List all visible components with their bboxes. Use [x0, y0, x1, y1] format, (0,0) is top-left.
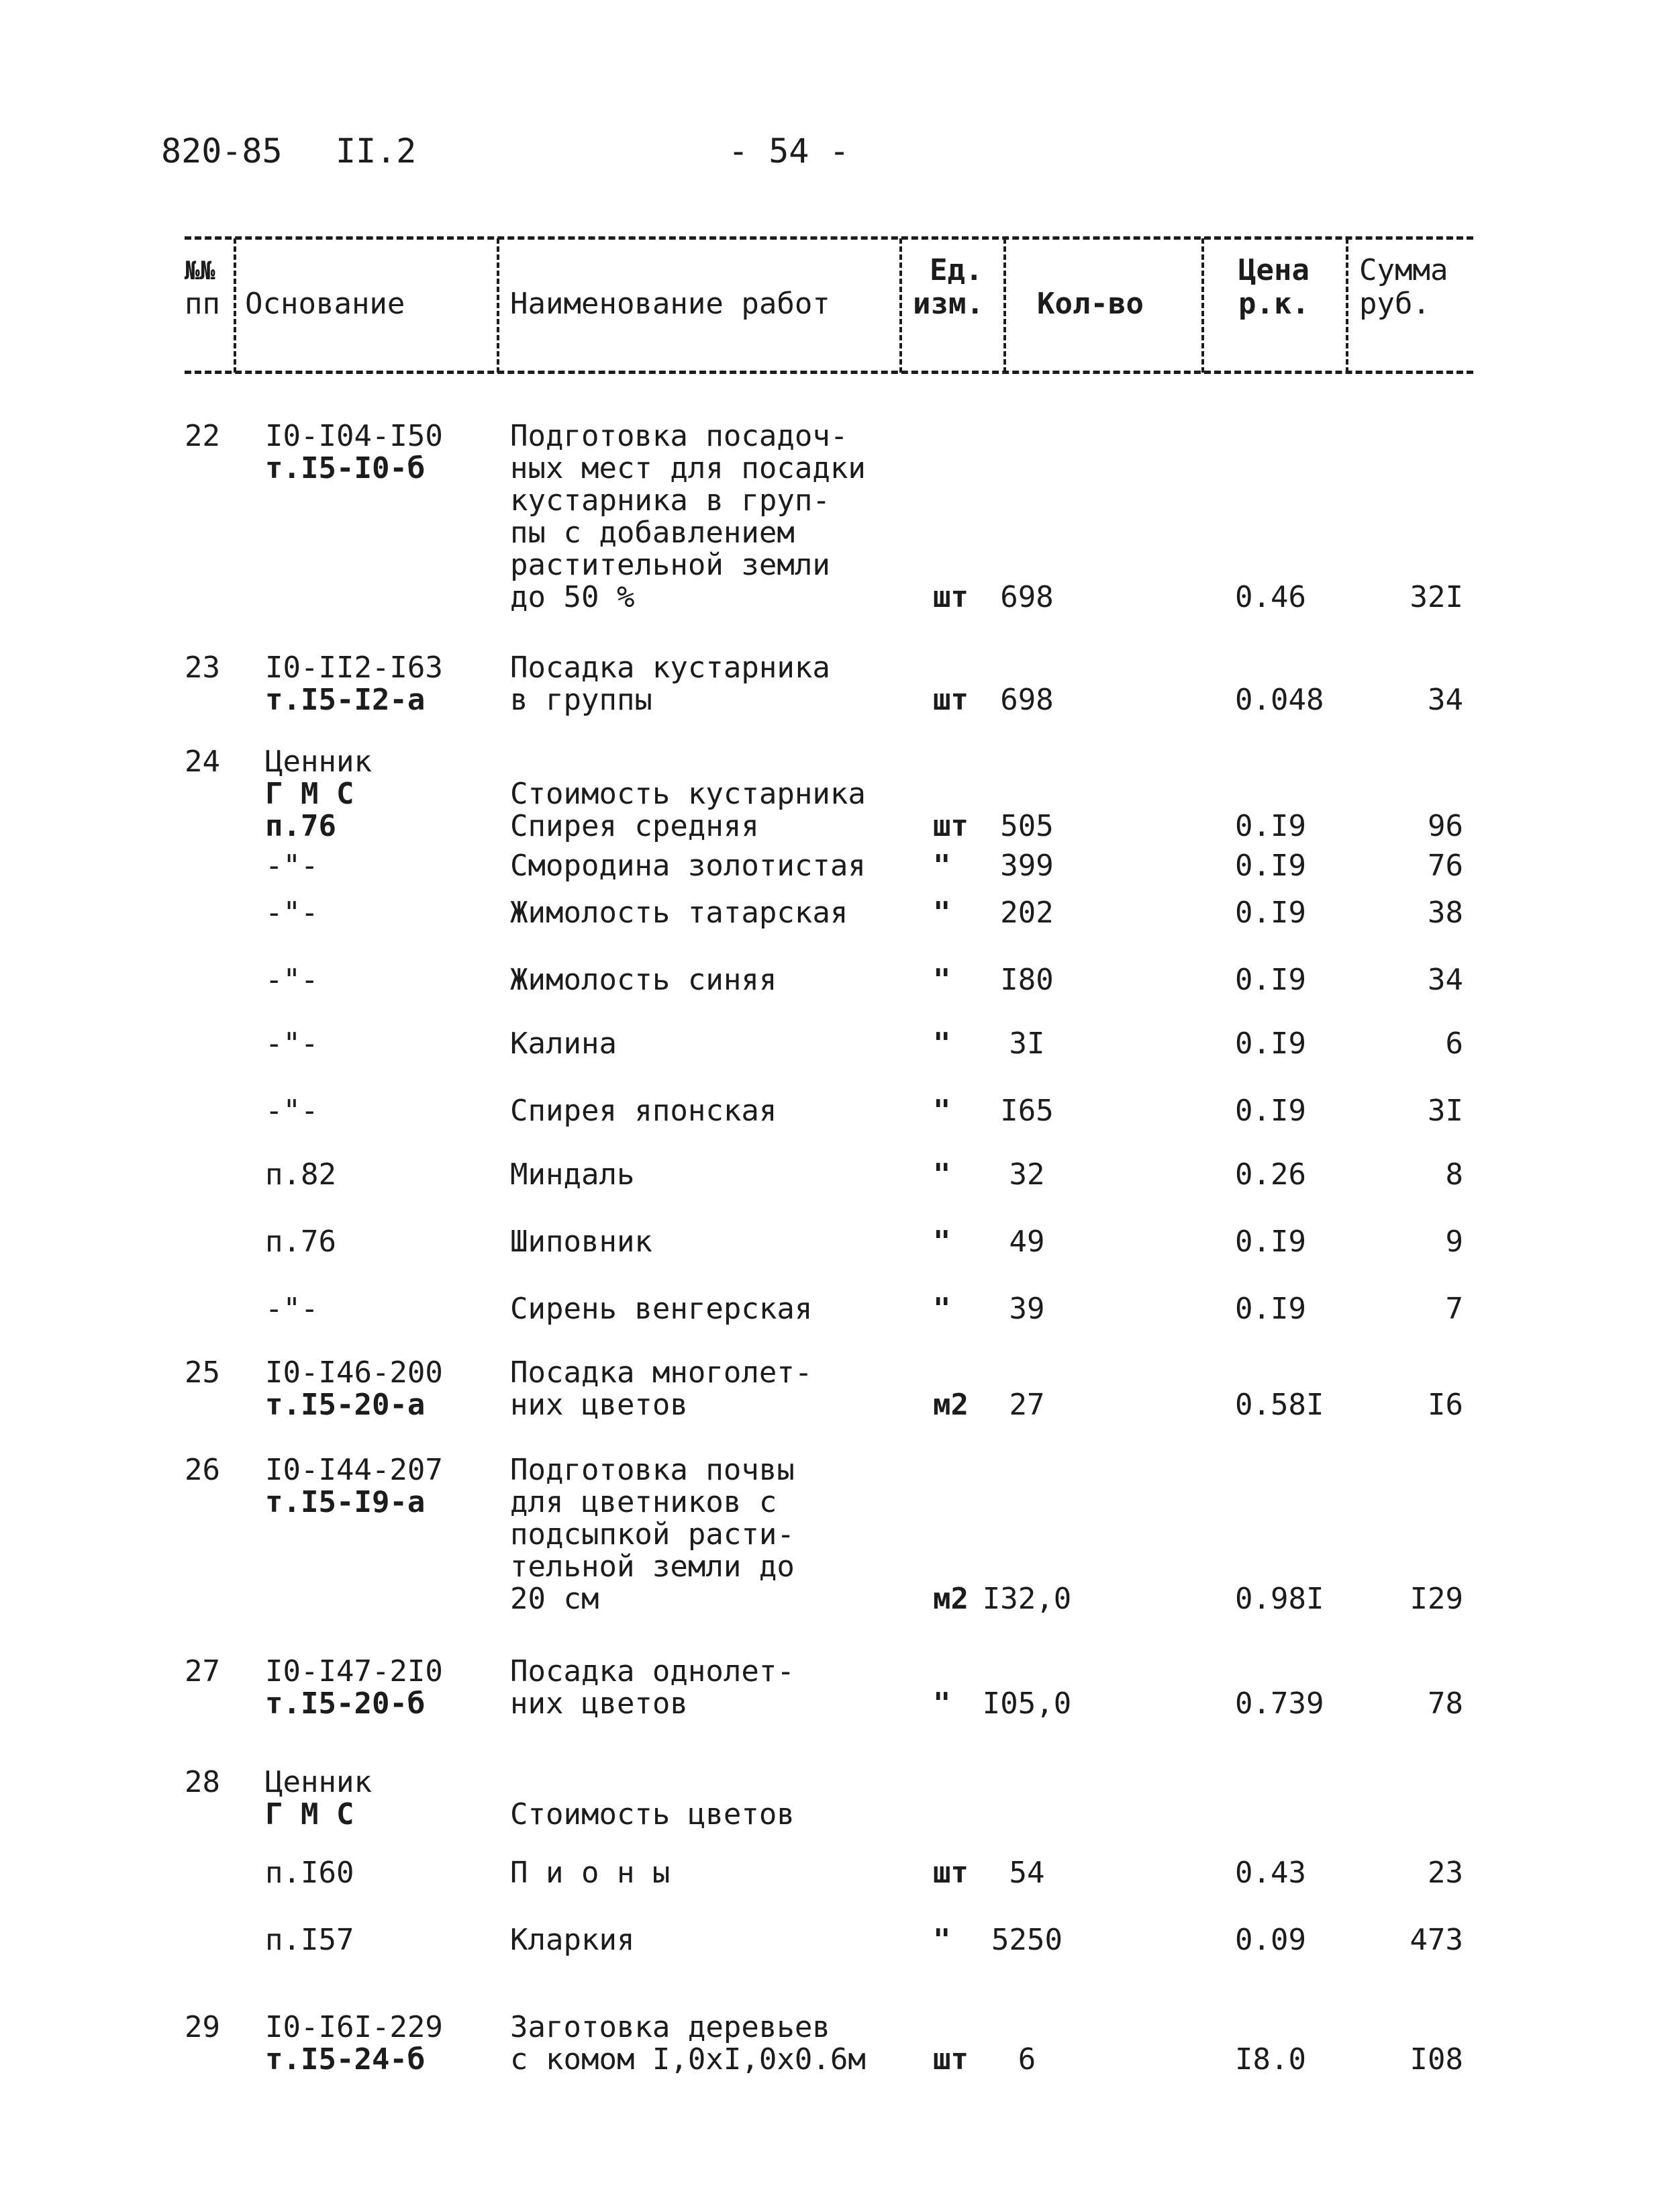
- row-quantity: 698: [1000, 580, 1054, 614]
- row-sum: 38: [1428, 896, 1463, 930]
- row-work-name: Миндаль: [510, 1157, 635, 1192]
- row-price: 0.I9: [1235, 849, 1306, 883]
- header-num-line2: пп: [185, 287, 220, 321]
- header-qty: Кол-во: [1037, 287, 1144, 321]
- row-work-name: Подготовка почвы: [510, 1453, 795, 1487]
- row-work-name: Жимолость синяя: [510, 963, 777, 997]
- row-unit: шт: [933, 683, 969, 717]
- row-unit: шт: [933, 580, 969, 614]
- row-quantity: 27: [1009, 1388, 1045, 1422]
- column-separator: [497, 238, 499, 373]
- row-unit: ": [933, 1292, 951, 1326]
- row-work-name: Посадка многолет-: [510, 1355, 813, 1390]
- row-price: 0.I9: [1235, 1292, 1306, 1326]
- row-basis: Г М С: [265, 1797, 354, 1832]
- row-unit: шт: [933, 2042, 969, 2077]
- row-basis: I0-I6I-229: [265, 2010, 443, 2044]
- header-bottom-rule: [185, 371, 1473, 374]
- header-price-line2: р.к.: [1238, 287, 1310, 321]
- row-work-name: растительной земли: [510, 548, 830, 582]
- row-quantity: 49: [1009, 1225, 1045, 1259]
- row-basis: т.I5-20-б: [265, 1686, 426, 1721]
- row-work-name: Спирея средняя: [510, 809, 759, 843]
- row-work-name: Жимолость татарская: [510, 896, 848, 930]
- row-basis: п.82: [265, 1157, 336, 1192]
- row-work-name: ных мест для посадки: [510, 451, 866, 485]
- row-sum: I6: [1428, 1388, 1463, 1422]
- row-sum: 23: [1428, 1856, 1463, 1890]
- row-work-name: Спирея японская: [510, 1094, 777, 1128]
- row-unit: м2: [933, 1388, 969, 1422]
- row-sum: I08: [1410, 2042, 1463, 2077]
- column-separator: [234, 238, 236, 373]
- row-sum: I29: [1410, 1582, 1463, 1616]
- row-work-name: кустарника в груп-: [510, 483, 830, 518]
- row-basis: I0-I44-207: [265, 1453, 443, 1487]
- row-work-name: Кларкия: [510, 1923, 635, 1957]
- header-unit-line2: изм.: [913, 287, 984, 321]
- header-work: Наименование работ: [510, 287, 830, 321]
- row-basis: п.76: [265, 1225, 336, 1259]
- row-work-name: Шиповник: [510, 1225, 652, 1259]
- row-basis: I0-I04-I50: [265, 419, 443, 453]
- row-price: 0.I9: [1235, 809, 1306, 843]
- row-work-name: Заготовка деревьев: [510, 2010, 830, 2044]
- row-price: 0.09: [1235, 1923, 1306, 1957]
- row-sum: 76: [1428, 849, 1463, 883]
- section-number: II.2: [336, 132, 417, 171]
- row-price: 0.43: [1235, 1856, 1306, 1890]
- row-basis: п.I57: [265, 1923, 354, 1957]
- header-unit-line1: Ед.: [930, 253, 983, 287]
- row-sum: 32I: [1410, 580, 1463, 614]
- row-number: 22: [185, 419, 220, 453]
- row-sum: 96: [1428, 809, 1463, 843]
- row-quantity: I80: [1000, 963, 1054, 997]
- row-unit: шт: [933, 809, 969, 843]
- header-sum-line1: Сумма: [1359, 253, 1448, 287]
- row-work-name: Стоимость цветов: [510, 1797, 795, 1832]
- row-work-name: Стоимость кустарника: [510, 777, 866, 811]
- row-basis: Ценник: [265, 1765, 372, 1799]
- row-quantity: 399: [1000, 849, 1054, 883]
- row-basis: т.I5-I9-а: [265, 1485, 426, 1519]
- row-work-name: Калина: [510, 1027, 617, 1061]
- row-price: 0.58I: [1235, 1388, 1324, 1422]
- row-number: 23: [185, 651, 220, 685]
- row-work-name: пы с добавлением: [510, 516, 795, 550]
- header-basis: Основание: [245, 287, 405, 321]
- page-number: - 54 -: [728, 132, 850, 171]
- row-basis: т.I5-24-б: [265, 2042, 426, 2077]
- row-work-name: в группы: [510, 683, 652, 717]
- row-unit: м2: [933, 1582, 969, 1616]
- row-unit: ": [933, 849, 951, 883]
- column-separator: [1003, 238, 1006, 373]
- row-work-name: Смородина золотистая: [510, 849, 866, 883]
- row-price: 0.I9: [1235, 1225, 1306, 1259]
- header-num-line1: №№: [185, 256, 215, 285]
- row-number: 27: [185, 1654, 220, 1688]
- row-basis: т.I5-20-а: [265, 1388, 426, 1422]
- row-sum: 78: [1428, 1686, 1463, 1721]
- row-sum: 6: [1445, 1027, 1463, 1061]
- row-price: 0.I9: [1235, 896, 1306, 930]
- column-separator: [1346, 238, 1348, 373]
- row-work-name: них цветов: [510, 1388, 688, 1422]
- row-work-name: Посадка кустарника: [510, 651, 830, 685]
- row-work-name: Сирень венгерская: [510, 1292, 813, 1326]
- row-sum: 8: [1445, 1157, 1463, 1192]
- row-basis: Ценник: [265, 745, 372, 779]
- row-basis: п.76: [265, 809, 336, 843]
- row-unit: ": [933, 963, 951, 997]
- row-work-name: Посадка однолет-: [510, 1654, 795, 1688]
- row-price: 0.26: [1235, 1157, 1306, 1192]
- row-price: 0.048: [1235, 683, 1324, 717]
- row-price: 0.98I: [1235, 1582, 1324, 1616]
- row-price: 0.I9: [1235, 1027, 1306, 1061]
- row-unit: шт: [933, 1856, 969, 1890]
- row-work-name: с комом I,0хI,0х0.6м: [510, 2042, 866, 2077]
- row-quantity: 202: [1000, 896, 1054, 930]
- row-sum: 9: [1445, 1225, 1463, 1259]
- row-quantity: 32: [1009, 1157, 1045, 1192]
- row-sum: 3I: [1428, 1094, 1463, 1128]
- row-price: 0.I9: [1235, 1094, 1306, 1128]
- row-number: 29: [185, 2010, 220, 2044]
- column-separator: [1201, 238, 1204, 373]
- row-price: 0.I9: [1235, 963, 1306, 997]
- row-work-name: для цветников с: [510, 1485, 777, 1519]
- row-number: 26: [185, 1453, 220, 1487]
- row-work-name: 20 см: [510, 1582, 599, 1616]
- row-basis: -"-: [265, 1292, 319, 1326]
- row-price: 0.46: [1235, 580, 1306, 614]
- row-unit: ": [933, 1027, 951, 1061]
- row-basis: -"-: [265, 1027, 319, 1061]
- row-sum: 7: [1445, 1292, 1463, 1326]
- column-separator: [899, 238, 902, 373]
- row-work-name: до 50 %: [510, 580, 635, 614]
- row-number: 28: [185, 1765, 220, 1799]
- row-price: I8.0: [1235, 2042, 1306, 2077]
- row-basis: Г М С: [265, 777, 354, 811]
- row-quantity: I32,0: [982, 1582, 1072, 1616]
- row-work-name: П и о н ы: [510, 1856, 671, 1890]
- row-basis: -"-: [265, 1094, 319, 1128]
- row-basis: I0-II2-I63: [265, 651, 443, 685]
- row-basis: т.I5-I0-б: [265, 451, 426, 485]
- row-work-name: Подготовка посадоч-: [510, 419, 848, 453]
- row-quantity: 39: [1009, 1292, 1045, 1326]
- row-quantity: 505: [1000, 809, 1054, 843]
- row-basis: -"-: [265, 963, 319, 997]
- row-sum: 34: [1428, 963, 1463, 997]
- row-unit: ": [933, 1157, 951, 1192]
- row-quantity: 3I: [1009, 1027, 1045, 1061]
- row-basis: I0-I46-200: [265, 1355, 443, 1390]
- row-quantity: 54: [1009, 1856, 1045, 1890]
- row-unit: ": [933, 1686, 951, 1721]
- document-code: 820-85: [161, 132, 283, 171]
- row-number: 25: [185, 1355, 220, 1390]
- row-unit: ": [933, 896, 951, 930]
- row-basis: -"-: [265, 896, 319, 930]
- row-work-name: тельной земли до: [510, 1550, 795, 1584]
- row-work-name: них цветов: [510, 1686, 688, 1721]
- row-basis: п.I60: [265, 1856, 354, 1890]
- row-unit: ": [933, 1923, 951, 1957]
- row-quantity: I05,0: [982, 1686, 1072, 1721]
- row-basis: I0-I47-2I0: [265, 1654, 443, 1688]
- header-sum-line2: руб.: [1359, 287, 1430, 321]
- row-unit: ": [933, 1225, 951, 1259]
- row-basis: -"-: [265, 849, 319, 883]
- row-quantity: 698: [1000, 683, 1054, 717]
- row-sum: 34: [1428, 683, 1463, 717]
- row-sum: 473: [1410, 1923, 1463, 1957]
- header-price-line1: Цена: [1238, 253, 1310, 287]
- row-number: 24: [185, 745, 220, 779]
- row-quantity: 6: [1018, 2042, 1036, 2077]
- row-quantity: I65: [1000, 1094, 1054, 1128]
- row-basis: т.I5-I2-а: [265, 683, 426, 717]
- header-top-rule: [185, 236, 1473, 240]
- row-quantity: 5250: [991, 1923, 1063, 1957]
- row-price: 0.739: [1235, 1686, 1324, 1721]
- row-unit: ": [933, 1094, 951, 1128]
- row-work-name: подсыпкой расти-: [510, 1517, 795, 1552]
